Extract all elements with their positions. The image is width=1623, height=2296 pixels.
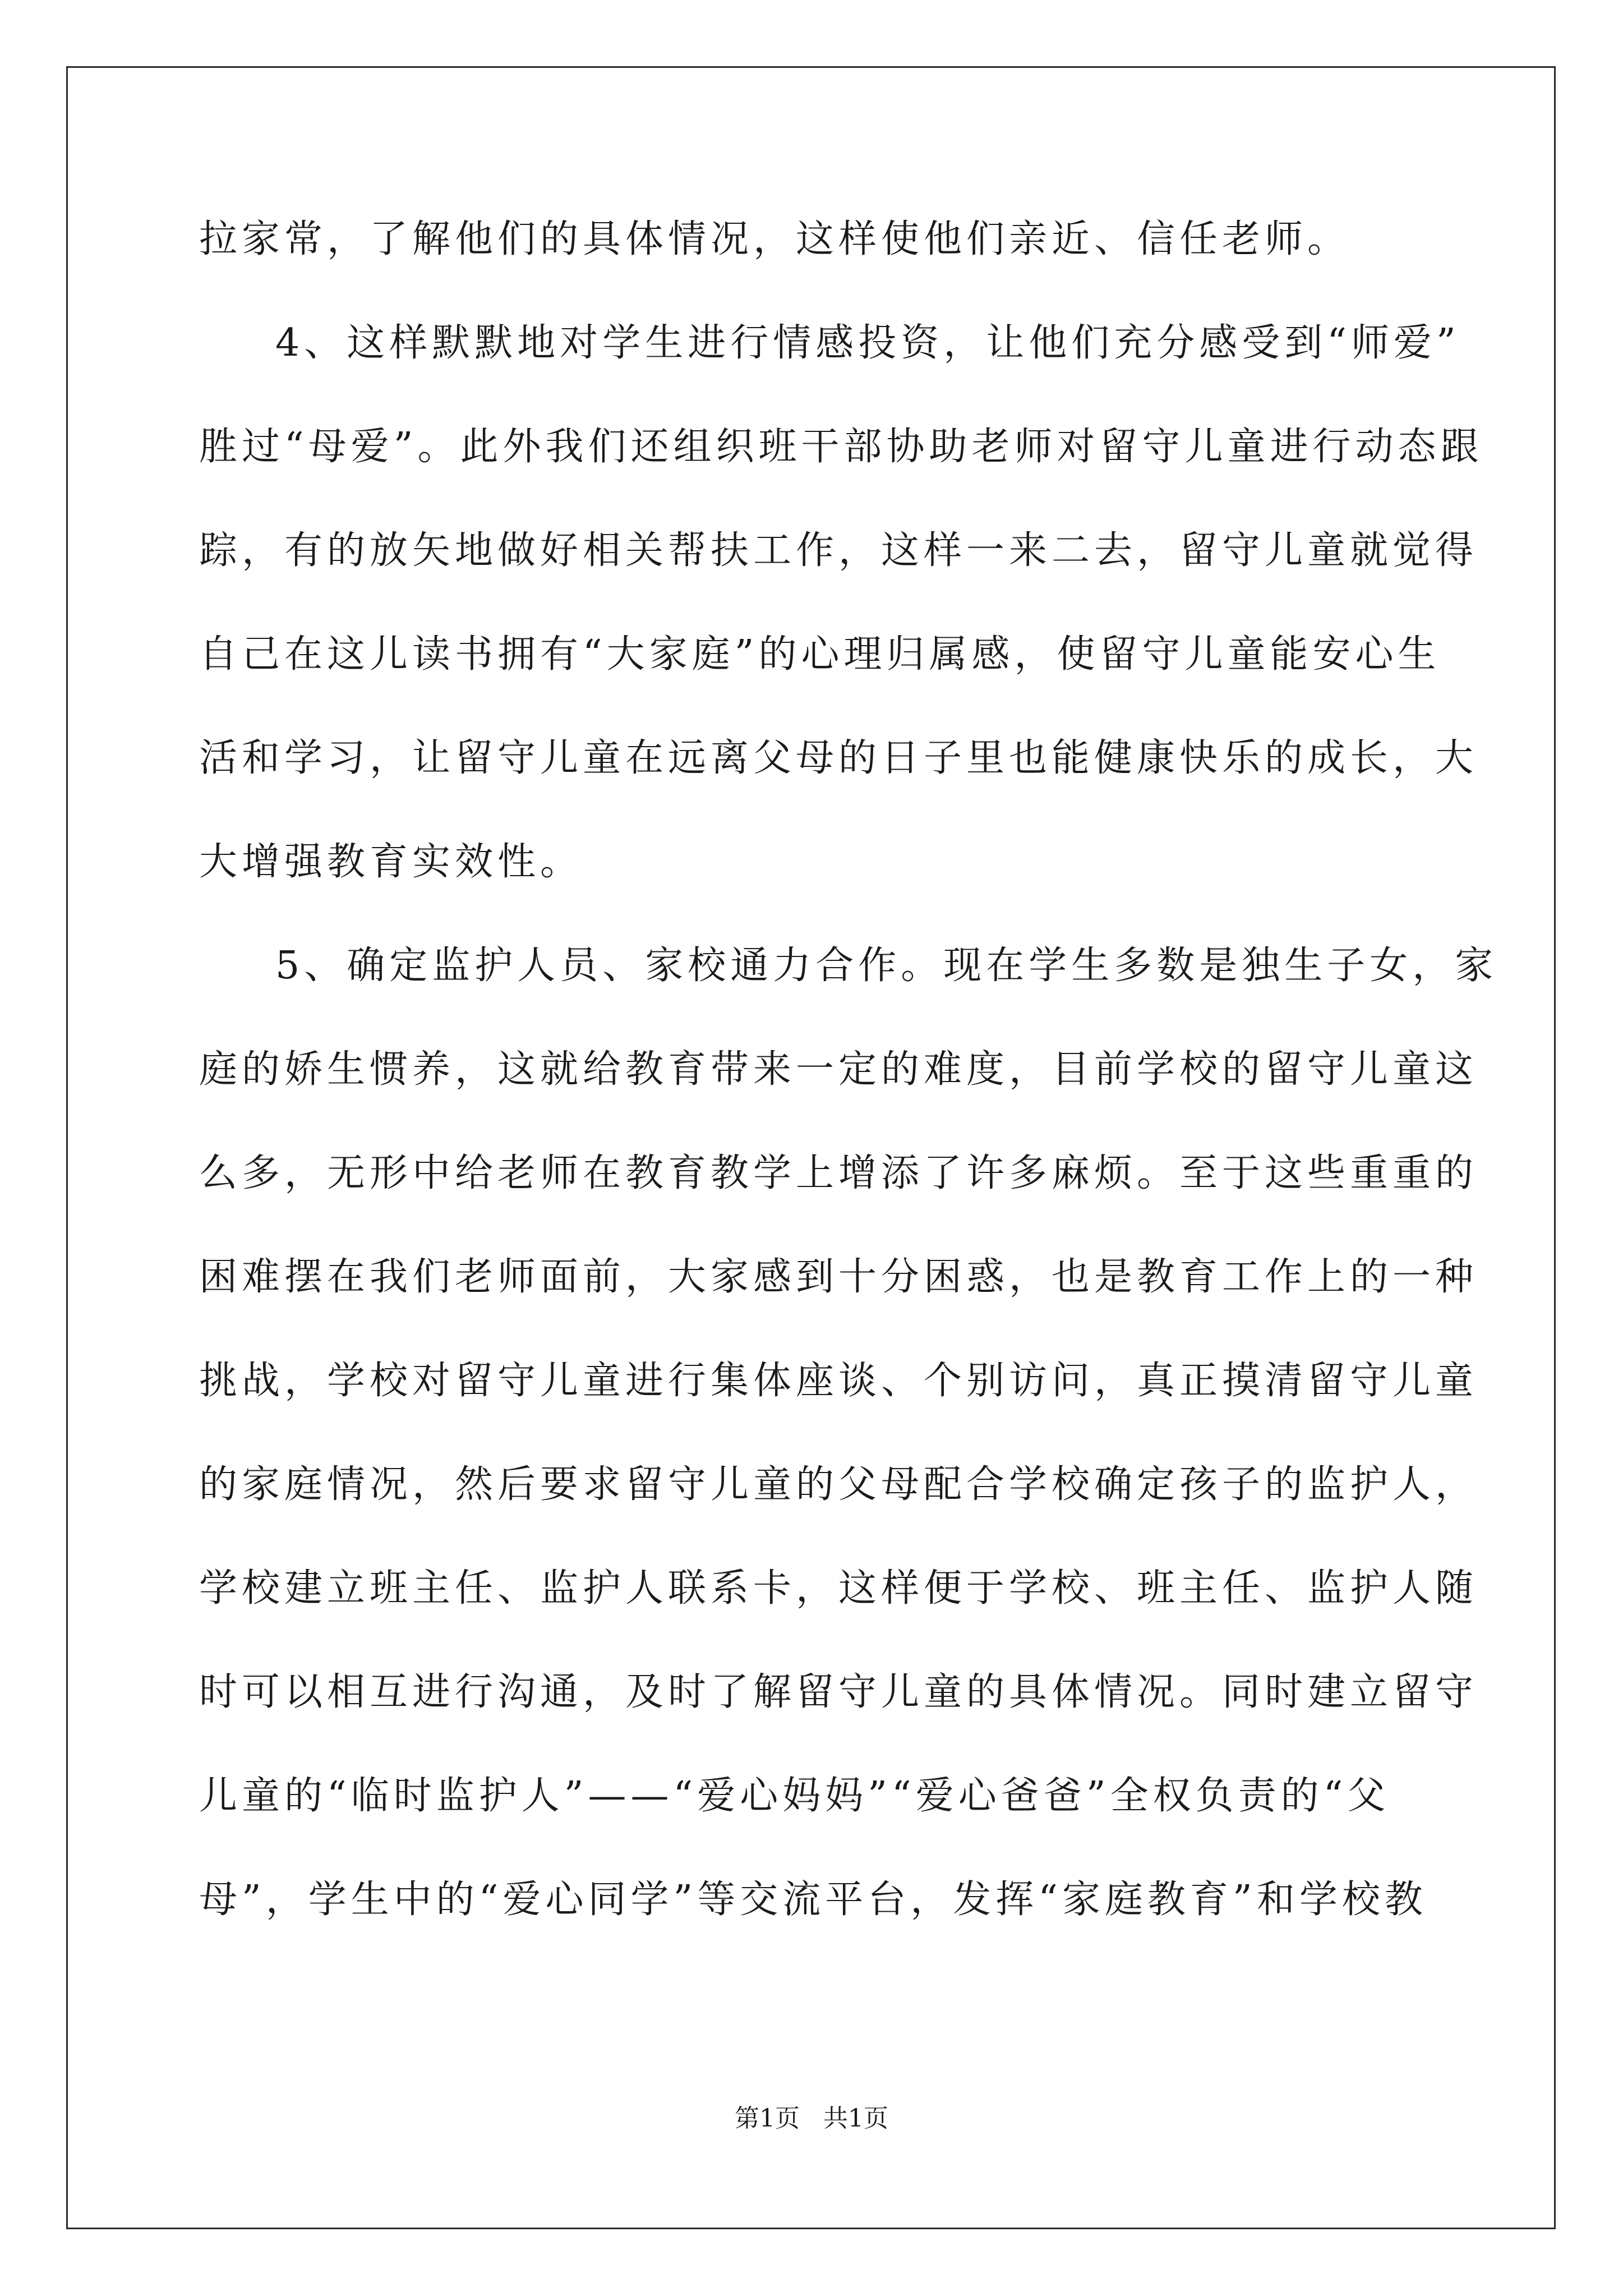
text-line: 4、这样默默地对学生进行情感投资，让他们充分感受到“师爱” xyxy=(275,321,1460,365)
text-line: 拉家常，了解他们的具体情况，这样使他们亲近、信任老师。 xyxy=(199,217,1350,261)
text-line: 大增强教育实效性。 xyxy=(199,840,583,884)
text-line: 时可以相互进行沟通，及时了解留守儿童的具体情况。同时建立留守 xyxy=(199,1670,1478,1714)
text-line: 母”，学生中的“爱心同学”等交流平台，发挥“家庭教育”和学校教 xyxy=(199,1878,1427,1922)
text-line: 胜过“母爱”。此外我们还组织班干部协助老师对留守儿童进行动态跟 xyxy=(199,425,1483,469)
total-pages: 共1页 xyxy=(823,2104,888,2133)
text-line: 学校建立班主任、监护人联系卡，这样便于学校、班主任、监护人随 xyxy=(199,1566,1478,1611)
text-line: 的家庭情况，然后要求留守儿童的父母配合学校确定孩子的监护人， xyxy=(199,1462,1478,1507)
text-line: 自己在这儿读书拥有“大家庭”的心理归属感，使留守儿童能安心生 xyxy=(199,632,1441,677)
text-line: 踪，有的放矢地做好相关帮扶工作，这样一来二去，留守儿童就觉得 xyxy=(199,528,1478,573)
text-line: 儿童的“临时监护人”——“爱心妈妈”“爱心爸爸”全权负责的“父 xyxy=(199,1774,1390,1818)
text-line: 活和学习，让留守儿童在远离父母的日子里也能健康快乐的成长，大 xyxy=(199,736,1478,780)
page-footer xyxy=(0,2098,1623,2134)
page-number: 第1页 xyxy=(735,2104,800,2133)
text-line: 庭的娇生惯养，这就给教育带来一定的难度，目前学校的留守儿童这 xyxy=(199,1047,1478,1092)
text-line: 5、确定监护人员、家校通力合作。现在学生多数是独生子女，家 xyxy=(275,944,1498,988)
text-line: 挑战，学校对留守儿童进行集体座谈、个别访问，真正摸清留守儿童 xyxy=(199,1359,1478,1403)
text-line: 困难摆在我们老师面前，大家感到十分困惑，也是教育工作上的一种 xyxy=(199,1255,1478,1299)
text-line: 么多，无形中给老师在教育教学上增添了许多麻烦。至于这些重重的 xyxy=(199,1151,1478,1195)
